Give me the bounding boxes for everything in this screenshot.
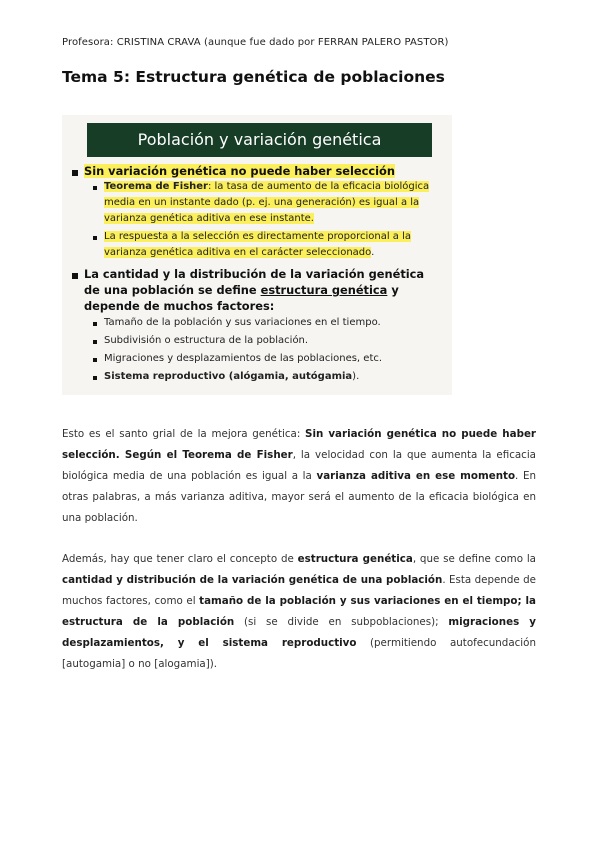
- slide-factor-item: Sistema reproductivo (alógamia, autógamia).: [104, 371, 360, 382]
- author-header: Profesora: CRISTINA CRAVA (aunque fue dado por FERRAN PALERO PASTOR): [62, 37, 449, 48]
- slide-factor-item: Subdivisión o estructura de la población.: [104, 335, 309, 346]
- slide-image: [62, 115, 452, 395]
- slide-point-1: Sin variación genética no puede haber selección: [84, 164, 395, 178]
- page-title: Tema 5: Estructura genética de poblaciones: [62, 68, 445, 86]
- slide-factor-item: Tamaño de la población y sus variaciones en el tiempo.: [104, 317, 381, 328]
- bullet-square-icon: [72, 170, 78, 176]
- slide-point-2: La cantidad y la distribución de la variación genética de una población se define estructura genética y depende de muchos factores:: [84, 267, 425, 313]
- bullet-dot-icon: [93, 322, 97, 326]
- bullet-dot-icon: [93, 236, 97, 240]
- bullet-dot-icon: [93, 376, 97, 380]
- paragraph-fisher: Esto es el santo grial de la mejora genética: Sin variación genética no puede haber selección. Según el Teorema de Fisher, la velocidad con la que aumenta la eficacia biológica media de una población es igual a la varianza aditiva en ese momento. En otras palabras, a más varianza aditiva, mayor será el aumento de la eficacia biológica en una población.: [62, 428, 536, 524]
- bullet-square-icon: [72, 273, 78, 279]
- bullet-dot-icon: [93, 358, 97, 362]
- paragraph-structure: Además, hay que tener claro el concepto de estructura genética, que se define como la cantidad y distribución de la variación genética de una población. Esta depende de muchos factores, como el tamaño de la población y sus variaciones en el tiempo; la estructura de la población (si se divide en subpoblaciones); migraciones y desplazamientos, y el sistema reproductivo (permitiendo autofecundación [autogamia] o no [alogamia]).: [62, 553, 536, 670]
- slide-factor-item: Migraciones y desplazamientos de las poblaciones, etc.: [104, 353, 383, 364]
- bullet-dot-icon: [93, 340, 97, 344]
- slide-response-text: La respuesta a la selección es directamente proporcional a la varianza genética aditiva en el carácter seleccionado.: [104, 231, 411, 258]
- slide-fisher-text: Teorema de Fisher: la tasa de aumento de la eficacia biológica media en un instante dado (p. ej. una generación) es igual a la varianza genética aditiva en ese instante.: [104, 181, 430, 224]
- slide-banner: Población y variación genética: [87, 123, 432, 157]
- bullet-dot-icon: [93, 186, 97, 190]
